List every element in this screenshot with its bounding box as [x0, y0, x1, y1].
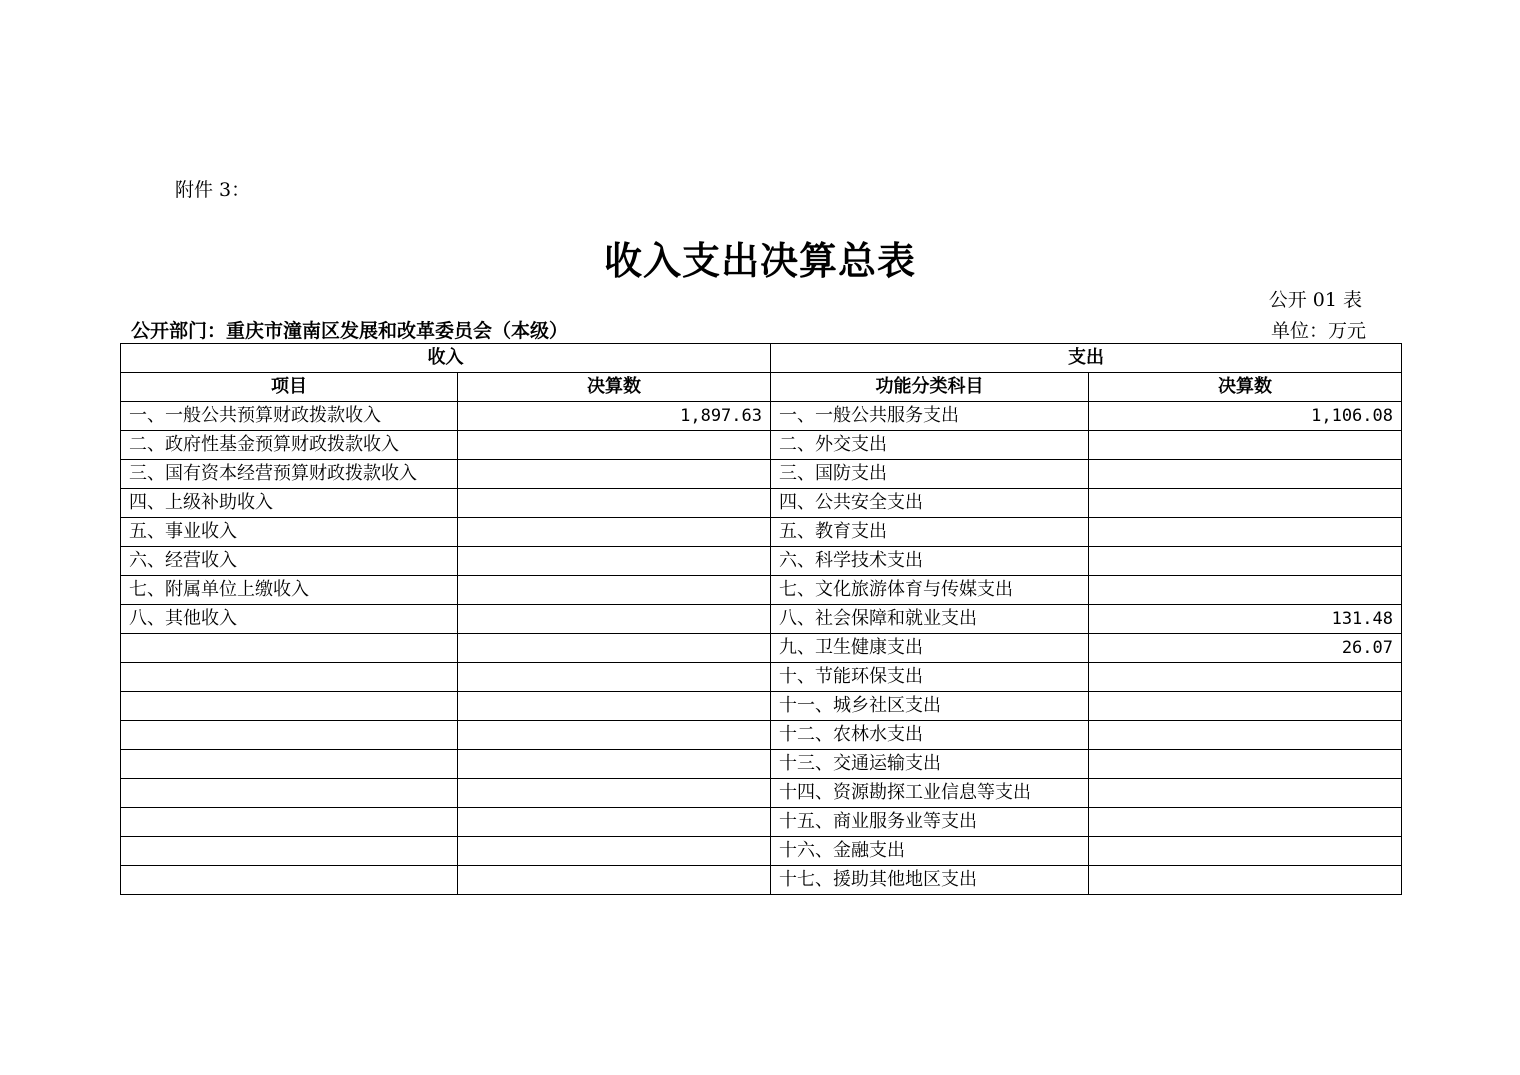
- income-expense-table: [120, 343, 1402, 895]
- income-item-cell: 五、事业收入: [121, 518, 458, 547]
- expense-item-cell: 五、教育支出: [771, 518, 1089, 547]
- table-row: [121, 576, 1402, 605]
- expense-amount-cell: [1089, 489, 1402, 518]
- income-item-cell: 七、附属单位上缴收入: [121, 576, 458, 605]
- income-item-cell: 八、其他收入: [121, 605, 458, 634]
- table-row: [121, 518, 1402, 547]
- expense-item-cell: 二、外交支出: [771, 431, 1089, 460]
- expense-amount-cell: [1089, 750, 1402, 779]
- income-amount-cell: [458, 431, 771, 460]
- income-item-cell: [121, 750, 458, 779]
- income-item-cell: 六、经营收入: [121, 547, 458, 576]
- expense-amount-cell: 1,106.08: [1089, 402, 1402, 431]
- table-row: [121, 692, 1402, 721]
- table-row: [121, 837, 1402, 866]
- table-row: [121, 431, 1402, 460]
- col-header-income-amount: 决算数: [458, 373, 771, 402]
- expense-amount-cell: [1089, 518, 1402, 547]
- table-row: [121, 402, 1402, 431]
- col-header-function: 功能分类科目: [771, 373, 1089, 402]
- table-row: [121, 605, 1402, 634]
- expense-item-cell: 三、国防支出: [771, 460, 1089, 489]
- table-row: [121, 489, 1402, 518]
- expense-item-cell: 十三、交通运输支出: [771, 750, 1089, 779]
- page-title: 收入支出决算总表: [603, 238, 916, 283]
- expense-amount-cell: 131.48: [1089, 605, 1402, 634]
- expense-group-header: 支出: [771, 344, 1402, 373]
- expense-amount-cell: [1089, 576, 1402, 605]
- table-row: [121, 750, 1402, 779]
- table-row: [121, 866, 1402, 895]
- income-item-cell: [121, 663, 458, 692]
- income-item-cell: [121, 634, 458, 663]
- table-row: [121, 779, 1402, 808]
- income-amount-cell: [458, 808, 771, 837]
- expense-amount-cell: [1089, 460, 1402, 489]
- income-group-header: 收入: [121, 344, 771, 373]
- expense-item-cell: 十四、资源勘探工业信息等支出: [771, 779, 1089, 808]
- expense-item-cell: 六、科学技术支出: [771, 547, 1089, 576]
- expense-item-cell: 七、文化旅游体育与传媒支出: [771, 576, 1089, 605]
- income-item-cell: 二、政府性基金预算财政拨款收入: [121, 431, 458, 460]
- column-header-row: [121, 373, 1402, 402]
- group-header-row: [121, 344, 1402, 373]
- expense-amount-cell: [1089, 431, 1402, 460]
- table-row: [121, 663, 1402, 692]
- table-row: [121, 721, 1402, 750]
- income-amount-cell: [458, 663, 771, 692]
- expense-amount-cell: 26.07: [1089, 634, 1402, 663]
- table-row: [121, 634, 1402, 663]
- income-amount-cell: [458, 837, 771, 866]
- income-amount-cell: [458, 779, 771, 808]
- expense-item-cell: 一、一般公共服务支出: [771, 402, 1089, 431]
- expense-amount-cell: [1089, 663, 1402, 692]
- income-amount-cell: [458, 634, 771, 663]
- income-item-cell: [121, 808, 458, 837]
- income-item-cell: [121, 866, 458, 895]
- expense-item-cell: 八、社会保障和就业支出: [771, 605, 1089, 634]
- expense-item-cell: 四、公共安全支出: [771, 489, 1089, 518]
- expense-amount-cell: [1089, 779, 1402, 808]
- income-amount-cell: [458, 750, 771, 779]
- income-item-cell: 一、一般公共预算财政拨款收入: [121, 402, 458, 431]
- form-number: 公开 01 表: [1268, 289, 1362, 311]
- table-body: [121, 402, 1402, 895]
- table-row: [121, 460, 1402, 489]
- income-amount-cell: [458, 692, 771, 721]
- income-amount-cell: [458, 489, 771, 518]
- income-amount-cell: [458, 518, 771, 547]
- income-amount-cell: [458, 547, 771, 576]
- expense-item-cell: 十五、商业服务业等支出: [771, 808, 1089, 837]
- income-amount-cell: [458, 866, 771, 895]
- expense-amount-cell: [1089, 866, 1402, 895]
- expense-amount-cell: [1089, 721, 1402, 750]
- expense-amount-cell: [1089, 692, 1402, 721]
- col-header-expense-amount: 决算数: [1089, 373, 1402, 402]
- income-amount-cell: 1,897.63: [458, 402, 771, 431]
- expense-item-cell: 十七、援助其他地区支出: [771, 866, 1089, 895]
- table-row: [121, 547, 1402, 576]
- expense-item-cell: 十二、农林水支出: [771, 721, 1089, 750]
- income-item-cell: [121, 692, 458, 721]
- col-header-item: 项目: [121, 373, 458, 402]
- income-amount-cell: [458, 605, 771, 634]
- table-row: [121, 808, 1402, 837]
- department-label: 公开部门：重庆市潼南区发展和改革委员会（本级）: [131, 320, 569, 342]
- expense-item-cell: 十、节能环保支出: [771, 663, 1089, 692]
- expense-amount-cell: [1089, 808, 1402, 837]
- expense-amount-cell: [1089, 837, 1402, 866]
- income-amount-cell: [458, 721, 771, 750]
- income-amount-cell: [458, 460, 771, 489]
- attachment-label: 附件 3：: [175, 179, 251, 201]
- income-item-cell: 四、上级补助收入: [121, 489, 458, 518]
- expense-item-cell: 九、卫生健康支出: [771, 634, 1089, 663]
- income-item-cell: [121, 721, 458, 750]
- income-item-cell: 三、国有资本经营预算财政拨款收入: [121, 460, 458, 489]
- income-item-cell: [121, 779, 458, 808]
- expense-item-cell: 十六、金融支出: [771, 837, 1089, 866]
- income-amount-cell: [458, 576, 771, 605]
- expense-amount-cell: [1089, 547, 1402, 576]
- expense-item-cell: 十一、城乡社区支出: [771, 692, 1089, 721]
- unit-label: 单位：万元: [1270, 320, 1366, 342]
- income-item-cell: [121, 837, 458, 866]
